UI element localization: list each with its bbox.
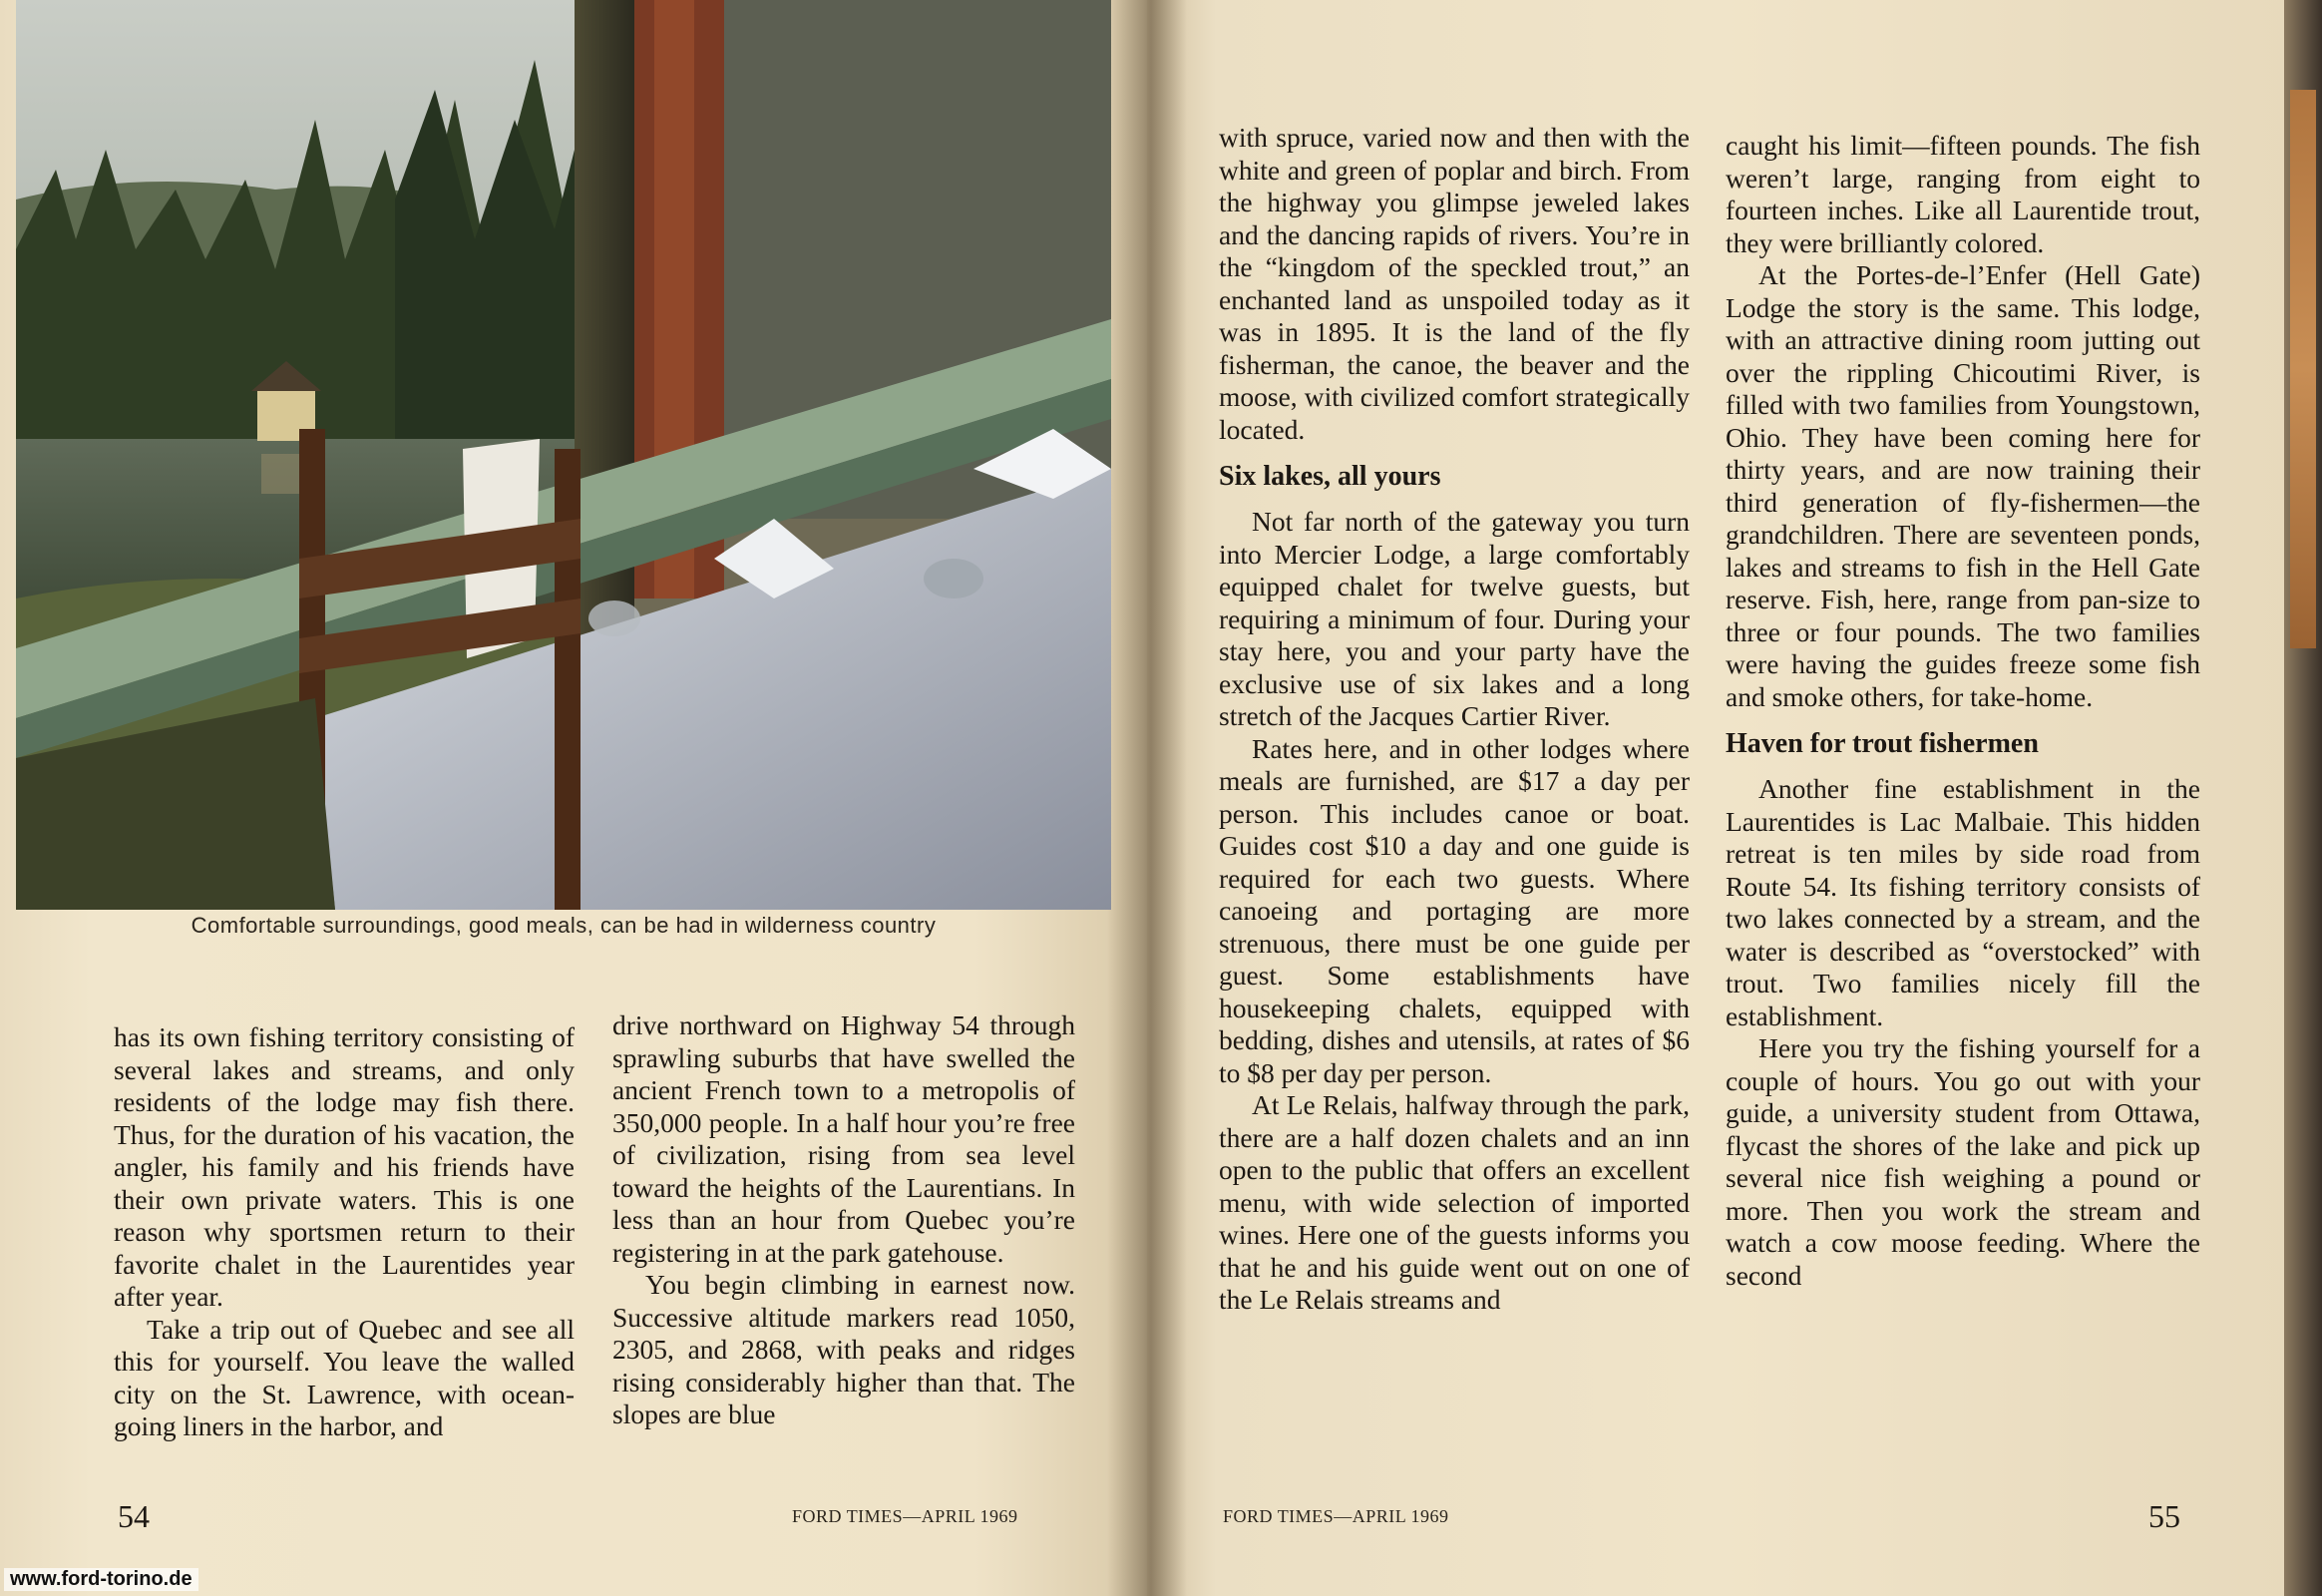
section-heading: Six lakes, all yours <box>1219 461 1441 492</box>
book-gutter <box>1107 0 1187 1596</box>
right-page-column-1 <box>1219 122 1690 1317</box>
paragraph: has its own fishing territory consisting of several lakes and streams, and only residents of the lodge may fish there. Thus, for the duration of his vacation, the angler, his family and his friends have their own private waters. This is one reason why sportsmen return to their favorite chalet in the Laurentides year after year. <box>114 1021 575 1312</box>
paragraph: Take a trip out of Quebec and see all this for yourself. You leave the walled city on the St. Lawrence, with ocean-going liners in the harbor, and <box>114 1313 575 1441</box>
left-page-column-1 <box>114 1021 575 1443</box>
paragraph: At the Portes-de-l’Enfer (Hell Gate) Lodge the story is the same. This lodge, with an attractive dining room jutting out over the rippling Chicoutimi River, is filled with two families from Youngstown, Ohio. They have been coming here for thirty years, and are now training their third generation of fly-fishermen—the grandchildren. There are seventeen ponds, lakes and streams to fish in the Hell Gate reserve. Fish, here, range from pan-size to three or four pounds. The two families were having the guides freeze some fish and smoke others, for take-home. <box>1726 259 2200 712</box>
running-head: FORD TIMES—APRIL 1969 <box>1223 1506 1449 1526</box>
wilderness-lodge-photo <box>16 0 1111 910</box>
page-number: 55 <box>2148 1498 2180 1534</box>
left-page-column-2 <box>612 1009 1075 1431</box>
photo-caption: Comfortable surroundings, good meals, can be had in wilderness country <box>191 913 937 938</box>
color-tab <box>2290 90 2316 648</box>
paragraph: Not far north of the gateway you turn into Mercier Lodge, a large comfortably equipped chalet for twelve guests, but requiring a minimum of four. During your stay here, you and your party have the exclusive use of six lakes and a long stretch of the Jacques Cartier River. <box>1219 506 1690 731</box>
paragraph: with spruce, varied now and then with the white and green of poplar and birch. From the highway you glimpse jeweled lakes and the dancing rapids of rivers. You’re in the “kingdom of the speckled trout,” an enchanted land as unspoiled today as it was in 1895. It is the land of the fly fisherman, the canoe, the beaver and the moose, with civilized comfort strategically located. <box>1219 122 1690 445</box>
page-edge <box>2284 0 2322 1596</box>
watermark: www.ford-torino.de <box>4 1568 198 1591</box>
paragraph: Another fine establishment in the Laurentides is Lac Malbaie. This hidden retreat is ten miles by side road from Route 54. Its fishing territory consists of two lakes connected by a stream, and the water is described as “overstocked” with trout. Two families nicely fill the establishment. <box>1726 773 2200 1031</box>
paragraph: caught his limit—fifteen pounds. The fish weren’t large, ranging from eight to fourteen inches. Like all Laurentide trout, they were brilliantly colored. <box>1726 130 2200 258</box>
page-number: 54 <box>118 1498 150 1534</box>
paragraph: Here you try the fishing yourself for a couple of hours. You go out with your guide, a university student from Ottawa, flycast the shores of the lake and pick up several nice fish weighing a pound or more. Then you work the stream and watch a cow moose feeding. Where the second <box>1726 1032 2200 1291</box>
right-page-column-2 <box>1726 130 2200 1292</box>
running-head: FORD TIMES—APRIL 1969 <box>792 1506 1018 1526</box>
paragraph: You begin climbing in earnest now. Successive altitude markers read 1050, 2305, and 2868, with peaks and ridges rising considerably higher than that. The slopes are blue <box>612 1269 1075 1429</box>
paragraph: At Le Relais, halfway through the park, there are a half dozen chalets and an inn open to the public that offers an excellent menu, with wide selection of imported wines. Here one of the guests informs you that he and his guide went out on one of the Le Relais streams and <box>1219 1089 1690 1315</box>
section-heading: Haven for trout fishermen <box>1726 728 2039 759</box>
paragraph: Rates here, and in other lodges where meals are furnished, are $17 a day per person. This includes canoe or boat. Guides cost $10 a day and one guide is required for each two guests. Where canoeing and portaging are more strenuous, there must be one guide per guest. Some establishments have housekeeping chalets, equipped with bedding, dishes and utensils, at rates of $6 to $8 per day per person. <box>1219 732 1690 1088</box>
paragraph: drive northward on Highway 54 through sprawling suburbs that have swelled the ancient French town to a metropolis of 350,000 people. In a half hour you’re free of civilization, rising from sea level toward the heights of the Laurentians. In less than an hour from Quebec you’re registering in at the park gatehouse. <box>612 1009 1075 1268</box>
